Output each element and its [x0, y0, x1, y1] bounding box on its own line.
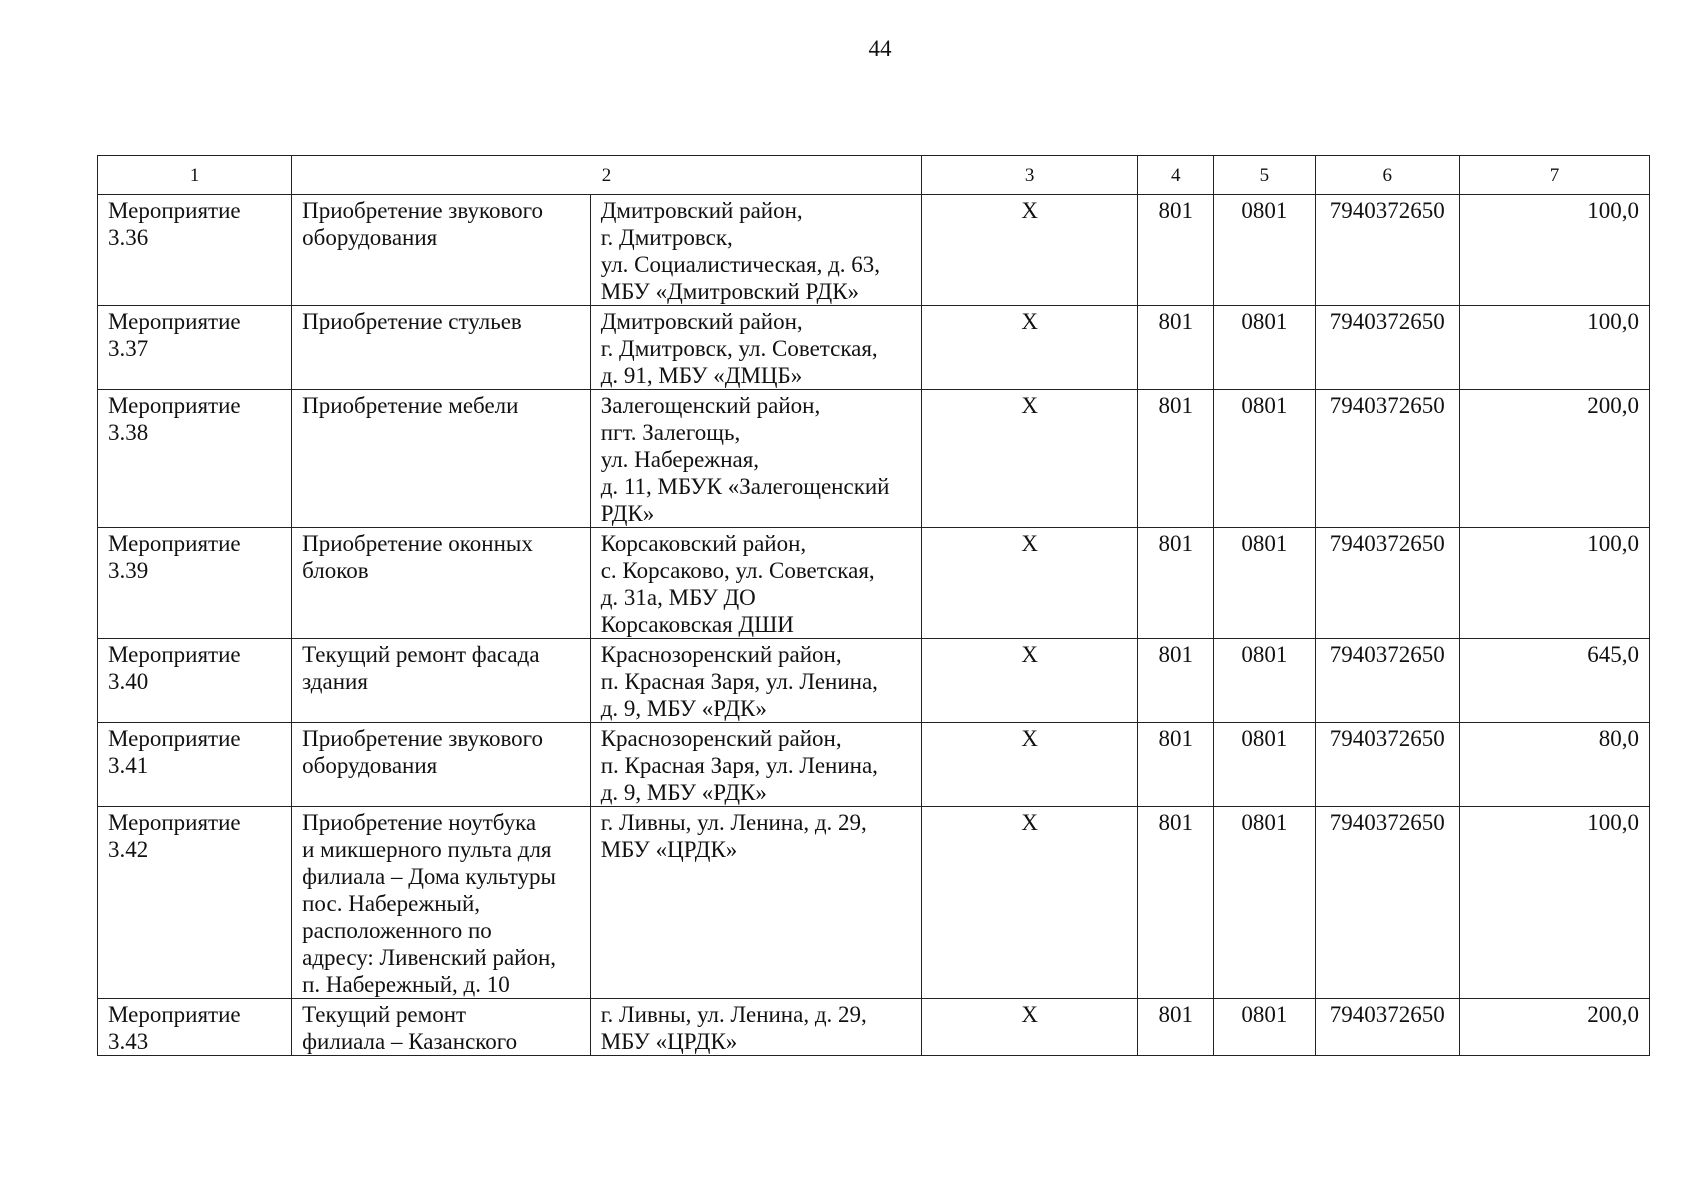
col7-cell: 100,0 [1460, 306, 1650, 390]
description-cell-line: и микшерного пульта для [302, 837, 552, 862]
description-cell-line: филиала – Дома культуры [302, 864, 556, 889]
address-cell-line: Краснозоренский район, [600, 726, 842, 751]
col5-cell: 0801 [1214, 999, 1315, 1056]
description-cell-line: Приобретение стульев [302, 309, 522, 334]
col4-cell: 801 [1138, 528, 1214, 639]
table-row [98, 807, 1650, 999]
header-cell-6: 6 [1315, 156, 1460, 195]
address-cell [590, 390, 921, 528]
event-cell-line: 3.43 [108, 1029, 149, 1054]
event-cell-line: 3.40 [108, 669, 149, 694]
col3-cell: Х [921, 639, 1137, 723]
address-cell-line: г. Ливны, ул. Ленина, д. 29, [600, 810, 867, 835]
col6-cell: 7940372650 [1315, 807, 1460, 999]
address-cell-line: ул. Набережная, [600, 447, 760, 472]
col3-cell: Х [921, 528, 1137, 639]
description-cell-line: блоков [302, 558, 369, 583]
address-cell-line: Дмитровский район, [600, 198, 803, 223]
col3-cell: Х [921, 306, 1137, 390]
col4-cell: 801 [1138, 807, 1214, 999]
description-cell-line: расположенного по [302, 918, 492, 943]
table-row [98, 723, 1650, 807]
description-cell-line: оборудования [302, 753, 438, 778]
col4-cell: 801 [1138, 390, 1214, 528]
col6-cell: 7940372650 [1315, 639, 1460, 723]
description-cell-line: оборудования [302, 225, 438, 250]
event-cell-line: Мероприятие [108, 198, 241, 223]
table-row [98, 306, 1650, 390]
col6-cell: 7940372650 [1315, 528, 1460, 639]
description-cell-line: Текущий ремонт [302, 1002, 467, 1027]
col3-cell: Х [921, 723, 1137, 807]
description-cell-line: Приобретение ноутбука [302, 810, 537, 835]
event-cell-line: 3.39 [108, 558, 149, 583]
table-row [98, 195, 1650, 306]
col6-cell: 7940372650 [1315, 723, 1460, 807]
address-cell [590, 807, 921, 999]
header-cell-2: 2 [292, 156, 922, 195]
description-cell [292, 639, 591, 723]
description-cell-line: здания [302, 669, 368, 694]
description-cell-line: филиала – Казанского [302, 1029, 518, 1054]
col7-cell: 200,0 [1460, 999, 1650, 1056]
event-cell [98, 528, 292, 639]
address-cell [590, 306, 921, 390]
address-cell [590, 528, 921, 639]
table-row [98, 999, 1650, 1056]
event-cell [98, 999, 292, 1056]
table-header-row [98, 156, 1650, 195]
event-cell-line: Мероприятие [108, 309, 241, 334]
header-cell-3: 3 [921, 156, 1137, 195]
event-cell-line: Мероприятие [108, 1002, 241, 1027]
description-cell [292, 807, 591, 999]
col7-cell: 645,0 [1460, 639, 1650, 723]
address-cell-line: с. Корсаково, ул. Советская, [600, 558, 875, 583]
address-cell-line: Корсаковская ДШИ [600, 612, 794, 637]
address-cell [590, 639, 921, 723]
col6-cell: 7940372650 [1315, 306, 1460, 390]
col4-cell: 801 [1138, 639, 1214, 723]
address-cell-line: г. Дмитровск, ул. Советская, [600, 336, 878, 361]
header-cell-7: 7 [1460, 156, 1650, 195]
address-cell-line: д. 9, МБУ «РДК» [600, 780, 767, 805]
col4-cell: 801 [1138, 306, 1214, 390]
address-cell-line: г. Дмитровск, [600, 225, 733, 250]
event-cell [98, 723, 292, 807]
col7-cell: 100,0 [1460, 195, 1650, 306]
event-cell-line: 3.36 [108, 225, 149, 250]
address-cell-line: Краснозоренский район, [600, 642, 842, 667]
description-cell-line: Приобретение мебели [302, 393, 519, 418]
address-cell-line: д. 11, МБУК «Залегощенский [600, 474, 890, 499]
description-cell-line: Приобретение звукового [302, 726, 544, 751]
description-cell-line: Приобретение звукового [302, 198, 544, 223]
description-cell [292, 306, 591, 390]
description-cell-line: п. Набережный, д. 10 [302, 972, 510, 997]
col6-cell: 7940372650 [1315, 195, 1460, 306]
event-cell-line: Мероприятие [108, 393, 241, 418]
address-cell-line: п. Красная Заря, ул. Ленина, [600, 753, 878, 778]
table-body [98, 156, 1650, 1056]
description-cell-line: пос. Набережный, [302, 891, 481, 916]
table-row [98, 639, 1650, 723]
col4-cell: 801 [1138, 195, 1214, 306]
address-cell [590, 999, 921, 1056]
address-cell-line: Дмитровский район, [600, 309, 803, 334]
event-cell [98, 807, 292, 999]
description-cell [292, 390, 591, 528]
event-cell-line: 3.37 [108, 336, 149, 361]
col7-cell: 100,0 [1460, 528, 1650, 639]
col3-cell: Х [921, 807, 1137, 999]
description-cell-line: Текущий ремонт фасада [302, 642, 540, 667]
event-cell [98, 195, 292, 306]
event-cell-line: 3.38 [108, 420, 149, 445]
col4-cell: 801 [1138, 723, 1214, 807]
address-cell-line: Корсаковский район, [600, 531, 807, 556]
event-cell-line: 3.41 [108, 753, 149, 778]
description-cell-line: Приобретение оконных [302, 531, 533, 556]
address-cell-line: пгт. Залегощь, [600, 420, 741, 445]
header-cell-5: 5 [1214, 156, 1315, 195]
description-cell [292, 195, 591, 306]
address-cell-line: Залегощенский район, [600, 393, 821, 418]
col7-cell: 200,0 [1460, 390, 1650, 528]
description-cell [292, 528, 591, 639]
header-cell-4: 4 [1138, 156, 1214, 195]
col5-cell: 0801 [1214, 306, 1315, 390]
table-row [98, 528, 1650, 639]
address-cell-line: ул. Социалистическая, д. 63, [600, 252, 881, 277]
description-cell [292, 723, 591, 807]
description-cell [292, 999, 591, 1056]
page-number: 44 [868, 36, 892, 61]
event-cell-line: Мероприятие [108, 531, 241, 556]
address-cell-line: д. 9, МБУ «РДК» [600, 696, 767, 721]
address-cell-line: РДК» [600, 501, 655, 526]
col3-cell: Х [921, 195, 1137, 306]
header-cell-1: 1 [98, 156, 292, 195]
col3-cell: Х [921, 390, 1137, 528]
col7-cell: 80,0 [1460, 723, 1650, 807]
address-cell-line: МБУ «ЦРДК» [600, 837, 738, 862]
address-cell-line: д. 31а, МБУ ДО [600, 585, 756, 610]
description-cell-line: адресу: Ливенский район, [302, 945, 557, 970]
address-cell-line: п. Красная Заря, ул. Ленина, [600, 669, 878, 694]
col5-cell: 0801 [1214, 807, 1315, 999]
address-cell-line: д. 91, МБУ «ДМЦБ» [600, 363, 803, 388]
col5-cell: 0801 [1214, 195, 1315, 306]
address-cell [590, 723, 921, 807]
col5-cell: 0801 [1214, 390, 1315, 528]
col7-cell: 100,0 [1460, 807, 1650, 999]
col6-cell: 7940372650 [1315, 390, 1460, 528]
event-cell [98, 390, 292, 528]
event-cell [98, 639, 292, 723]
budget-table [97, 155, 1650, 1056]
col5-cell: 0801 [1214, 723, 1315, 807]
address-cell [590, 195, 921, 306]
address-cell-line: г. Ливны, ул. Ленина, д. 29, [600, 1002, 867, 1027]
event-cell-line: Мероприятие [108, 810, 241, 835]
col5-cell: 0801 [1214, 528, 1315, 639]
col5-cell: 0801 [1214, 639, 1315, 723]
col3-cell: Х [921, 999, 1137, 1056]
event-cell-line: Мероприятие [108, 726, 241, 751]
col4-cell: 801 [1138, 999, 1214, 1056]
table-row [98, 390, 1650, 528]
address-cell-line: МБУ «ЦРДК» [600, 1029, 738, 1054]
event-cell [98, 306, 292, 390]
event-cell-line: 3.42 [108, 837, 149, 862]
address-cell-line: МБУ «Дмитровский РДК» [600, 279, 860, 304]
col6-cell: 7940372650 [1315, 999, 1460, 1056]
event-cell-line: Мероприятие [108, 642, 241, 667]
